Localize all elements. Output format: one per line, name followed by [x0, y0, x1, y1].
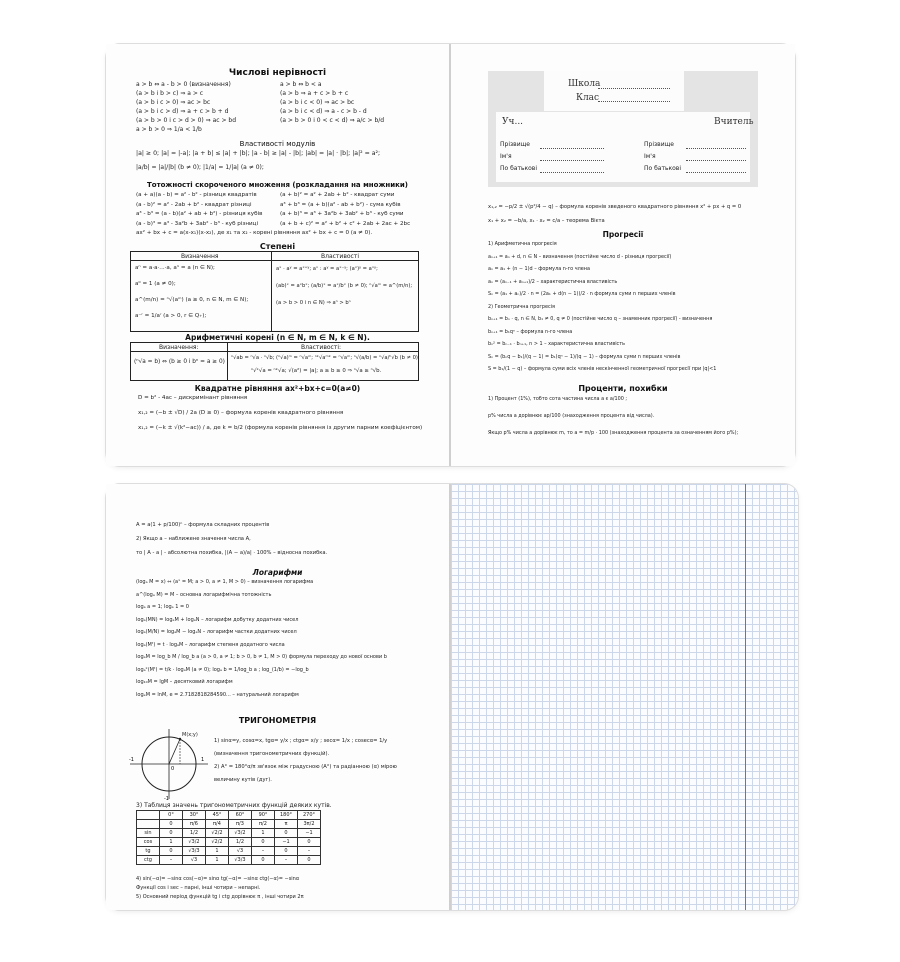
logarithm-line: logₑM = lnM, e = 2.7182818284590... – натуральний логарифм: [136, 691, 299, 698]
field-underline: [540, 172, 604, 173]
trig-table-cell: √3: [229, 847, 252, 856]
svg-text:-1: -1: [129, 757, 134, 763]
trig-table-cell: 180°: [275, 811, 298, 820]
power-property-line: (a > b > 0 і n ∈ N) ⇒ aⁿ > bⁿ: [276, 300, 351, 306]
cover-inner-left-page: [106, 44, 449, 466]
label-school: Школа: [568, 79, 601, 89]
progression-line: Sₙ = (bₙq − b₁)/(q − 1) = b₁(qⁿ − 1)/(q − 1) – формула суми n перших членів: [488, 353, 681, 360]
trig-table-cell: cos: [137, 838, 160, 847]
logarithm-line: a^(logₐ M) = M – основна логарифмічна тотожність: [136, 591, 272, 598]
trig-table-cell: 0: [160, 829, 183, 838]
powers-head-right: Властивості: [321, 253, 359, 260]
trig-table-cell: 270°: [298, 811, 321, 820]
trig-table-cell: 3π/2: [298, 820, 321, 829]
trig-note-line: Функції cos і sec – парні, інші чотири – непарні.: [136, 885, 261, 891]
red-margin-line: [745, 484, 746, 910]
trig-table-cell: π/3: [229, 820, 252, 829]
trig-table-cell: √3/2: [183, 838, 206, 847]
logarithm-line: logₐ(MN) = logₐM + logₐN – логарифм добутку додатних чисел: [136, 616, 299, 623]
trigonometry-line: (визначення тригонометричних функцій).: [214, 751, 330, 757]
trig-table-cell: 0: [252, 856, 275, 865]
progression-line: 1) Арифметична прогресія: [488, 241, 557, 247]
percent-title: Проценти, похибки: [578, 384, 668, 393]
percent-line: p% числа a дорівнює ap/100 (знаходження процента від числа).: [488, 413, 655, 419]
multiplication-title: Тотожності скороченого множення (розкладання на множники): [146, 181, 409, 189]
trig-table-cell: √2/2: [206, 838, 229, 847]
trig-table-cell: √3/2: [229, 829, 252, 838]
trig-table-row: [137, 847, 321, 856]
trig-table-row: [137, 838, 321, 847]
field-underline: [686, 172, 746, 173]
trig-table-cell: π: [275, 820, 298, 829]
inequality-line: (a > b і b > c) ⇒ a > c: [136, 90, 204, 97]
roots-title: Арифметичні корені (n ∈ N, m ∈ N, k ∈ N).: [185, 333, 370, 342]
percent-line: 1) Процент (1%), тобто сота частина числа a є a/100 ;: [488, 396, 628, 402]
roots-head-left: Визначення:: [159, 344, 199, 351]
identity-line: ax² + bx + c = a(x-x₁)(x-x₂), де x₁ та x₂ - корені рівняння ax² + bx + c = 0 (a ≠ 0).: [136, 230, 373, 236]
vieta-line: x₁,₂ = −p/2 ± √(p²/4 − q) – формула коренів зведеного квадратного рівняння x² + px + q = 0: [488, 204, 742, 210]
cover-inner-right-page: [451, 44, 795, 466]
identity-line: a³ - b³ = (a - b)(a² + ab + b²) - різниця кубів: [136, 211, 263, 217]
teacher-field-label: По батькові: [644, 165, 681, 172]
trig-table-cell: –: [252, 847, 275, 856]
trig-table-cell: π/6: [183, 820, 206, 829]
field-underline: [540, 160, 604, 161]
identity-line: (a - b)³ = a³ - 3a²b + 3ab² - b³ - куб різниці: [136, 220, 259, 227]
logarithm-line: logₐM = log_b M / log_b a (a > 0, a ≠ 1; b > 0, b ≠ 1, M > 0) формула переходу до нової основи b: [136, 654, 387, 660]
trig-table-cell: 1: [206, 856, 229, 865]
trig-table-row: [137, 811, 321, 820]
roots-table: [130, 342, 419, 381]
identity-line: (a + b)³ = a³ + 3a²b + 3ab² + b³ - куб суми: [280, 211, 404, 217]
student-field-label: Прізвище: [500, 141, 530, 148]
inequality-line: (a > b і c > d) ⇒ a + c > b + d: [136, 108, 229, 115]
trig-table-cell: √2/2: [206, 829, 229, 838]
logarithm-line: (logₐ M = x) ⇔ (aˣ = M; a > 0, a ≠ 1, M > 0) – визначення логарифма: [136, 579, 314, 585]
trig-table-cell: √3: [183, 856, 206, 865]
formula-line: 2) Якщо a – наближене значення числа A,: [136, 536, 251, 542]
logarithm-line: logₐ a = 1; logₐ 1 = 0: [136, 604, 189, 610]
modules-line-2: |a/b| = |a|/|b| (b ≠ 0); |1/a| = 1/|a| (a ≠ 0);: [136, 164, 264, 171]
power-definition-line: a⁻ʳ = 1/aʳ (a > 0, r ∈ Q₊);: [135, 313, 207, 319]
roots-properties-2: ⁿ√ᵏ√a = ⁿᵏ√a; √(a²) = |a|; a ≥ b ≥ 0 ⇒ ⁿ√a ≥ ⁿ√b.: [251, 368, 382, 374]
notebook-top-spread: [106, 44, 795, 466]
trig-table-cell: ctg: [137, 856, 160, 865]
trig-table-cell: 0: [275, 847, 298, 856]
identity-line: (a - b)² = a² - 2ab + b² - квадрат різниці: [136, 201, 252, 208]
trigonometry-line: 2) A° = 180°α/π зв'язок між градусною (A°) та радіанною (α) мірою: [214, 764, 397, 770]
progression-line: Sₙ = (a₁ + aₙ)/2 · n = (2a₁ + d(n − 1))/2 · n формула суми n перших членів: [488, 291, 676, 297]
powers-head-left: Визначення: [181, 253, 219, 260]
cover-back-left-page: [106, 484, 449, 910]
inequality-line: a > b ⇔ b < a: [280, 81, 322, 88]
trig-table-cell: 0: [160, 820, 183, 829]
graph-paper-page: [451, 484, 798, 910]
trig-table-row: [137, 829, 321, 838]
progression-line: aₙ = (aₙ₋₁ + aₙ₊₁)/2 – характеристична властивість: [488, 278, 618, 285]
progression-line: bₙ₊₁ = bₙ · q, n ∈ N, b₁ ≠ 0, q ≠ 0 (постійне число q – знаменник прогресії) - визначення: [488, 316, 713, 322]
trig-table-cell: −1: [275, 838, 298, 847]
field-underline: [686, 160, 746, 161]
student-field-label: Ім'я: [500, 153, 512, 160]
modules-line-1: |a| ≥ 0; |a| = |-a|; |a + b| ≤ |a| + |b|; |a - b| ≥ |a| - |b|; |ab| = |a| · |b|; |a|² = a²;: [136, 150, 381, 157]
logarithm-line: logₐ(Mᵗ) = t · logₐM – логарифм степеня додатного числа: [136, 641, 285, 648]
trig-table-cell: π/2: [252, 820, 275, 829]
trig-table-cell: 45°: [206, 811, 229, 820]
trigonometry-line: величину кутів (дуг).: [214, 777, 272, 783]
trig-table-cell: √3/3: [229, 856, 252, 865]
roots-properties-1: ⁿ√ab = ⁿ√a · ⁿ√b; (ⁿ√a)ᵐ = ⁿ√aᵐ; ⁿᵏ√aᵐᵏ = ⁿ√aᵐ; ⁿ√(a/b) = ⁿ√a/ⁿ√b (b ≠ 0);: [231, 355, 420, 361]
student-field-label: По батькові: [500, 165, 537, 172]
notebook-bottom-spread: [106, 484, 798, 910]
inequality-line: a > b > 0 ⇒ 1/a < 1/b: [136, 126, 202, 133]
inequality-line: (a > b ⇒ a + c > b + c: [280, 90, 349, 97]
trig-table-cell: sin: [137, 829, 160, 838]
trig-table-cell: 60°: [229, 811, 252, 820]
trigonometry-title: ТРИГОНОМЕТРІЯ: [238, 716, 317, 725]
trig-table-cell: 30°: [183, 811, 206, 820]
progression-line: bₙ₊₁ = b₁qⁿ – формула n-го члена: [488, 328, 573, 335]
teacher-field-label: Прізвище: [644, 141, 674, 148]
trig-table-cell: 1/2: [183, 829, 206, 838]
progression-line: 2) Геометрична прогресія: [488, 303, 555, 310]
trig-table-row: [137, 856, 321, 865]
trig-table-cell: 0: [298, 838, 321, 847]
unit-circle-point-label: M(x;y): [182, 732, 198, 738]
identity-line: (a + b)² = a² + 2ab + b² - квадрат суми: [280, 192, 395, 198]
trig-table-cell: [137, 820, 160, 829]
progression-line: aₙ₊₁ = aₙ + d, n ∈ N – визначення (постійне число d - різниця прогресії): [488, 253, 672, 260]
logarithm-line: logₐᵏ(Mᵗ) = t/k · logₐM (a ≠ 0); logₐ b = 1/log_b a ; log_(1/b) = −log_b: [136, 666, 309, 673]
progressions-title: Прогресії: [602, 230, 644, 239]
power-property-line: (ab)ˣ = aˣbˣ; (a/b)ˣ = aˣ/bˣ (b ≠ 0); ⁿ√aᵐ = a^(m/n);: [276, 283, 413, 289]
quadratic-title: Квадратне рівняння ax²+bx+c=0(a≠0): [194, 384, 361, 393]
progression-line: aₙ = a₁ + (n − 1)d – формула n-го члена: [488, 266, 590, 272]
power-definition-line: a⁰ = 1 (a ≠ 0);: [135, 281, 176, 287]
formula-line: A = a(1 + p/100)ⁿ – формула складних процентів: [136, 522, 270, 528]
trig-table-cell: 90°: [252, 811, 275, 820]
identity-line: (a + b + c)² = a² + b² + c² + 2ab + 2ac + 2bc: [280, 220, 411, 227]
svg-text:0: 0: [171, 766, 175, 772]
trig-table-cell: 1: [252, 829, 275, 838]
trig-note-line: 4) sin(−α)= −sinα cos(−α)= sinα tg(−α)= −sinα ctg(−α)= −sinα: [136, 876, 300, 882]
trig-table-cell: 1/2: [229, 838, 252, 847]
roots-definition: (ⁿ√a = b) ⇔ (b ≥ 0 і bⁿ = a ≥ 0): [134, 359, 225, 365]
inequality-line: (a > b і c < d) ⇒ a - c > b - d: [280, 108, 367, 115]
trig-table-cell: [137, 811, 160, 820]
trig-table-cell: 0: [252, 838, 275, 847]
quadratic-line: x₁,₂ = (−k ± √(k²−ac)) / a, де k = b/2 (формула коренів рівняння із другим парним коефіцієнтом): [138, 425, 423, 431]
field-underline: [686, 148, 746, 149]
trig-table-cell: 1: [160, 838, 183, 847]
trig-table-row: [137, 820, 321, 829]
quadratic-line: x₁,₂ = (−b ± √D) / 2a (D ≥ 0) – формула коренів квадратного рівняння: [138, 410, 344, 416]
progression-line: S = b₁/(1 − q) – формула суми всіх членів нескінченної геометричної прогресії при |q|<1: [488, 366, 717, 372]
power-definition-line: aⁿ = a·a·...·a, a¹ = a (n ∈ N);: [135, 265, 215, 271]
trig-table-cell: −1: [298, 829, 321, 838]
quadratic-line: D = b² - 4ac – дискримінант рівняння: [138, 395, 248, 401]
cover-label-block: [488, 71, 758, 187]
svg-text:-1: -1: [164, 796, 169, 801]
trig-table-title: 3) Таблиця значень тригонометричних функцій деяких кутів.: [136, 802, 332, 809]
inequality-line: (a > b і c > 0) ⇒ ac > bc: [136, 99, 211, 106]
trig-table-cell: 0: [275, 829, 298, 838]
progression-line: bₙ² = bₙ₋₁ · bₙ₊₁, n > 1 – характеристична властивість: [488, 341, 625, 347]
trig-table-cell: tg: [137, 847, 160, 856]
trig-table-cell: 0: [298, 856, 321, 865]
inequalities-title: Числові нерівності: [228, 68, 327, 78]
modules-title: Властивості модулів: [239, 140, 316, 148]
roots-head-right: Властивості:: [301, 344, 342, 351]
label-student: Уч...: [502, 117, 524, 127]
trig-values-table: [136, 810, 321, 865]
trig-table-cell: 0°: [160, 811, 183, 820]
identity-line: (a + a)(a - b) = a² - b² - різниця квадратів: [136, 192, 257, 198]
trig-table-cell: π/4: [206, 820, 229, 829]
percent-line: Якщо p% числа a дорівнює m, то a = m/p · 100 (знаходження процента за означенням його p%);: [488, 430, 739, 436]
powers-table: [130, 251, 419, 332]
trig-note-line: 5) Основний період функцій tg і ctg дорівнює π , інші чотири 2π: [136, 894, 304, 900]
trig-table-cell: √3/3: [183, 847, 206, 856]
inequality-line: (a > b > 0 і 0 < c < d) ⇒ a/c > b/d: [280, 117, 385, 124]
field-underline: [540, 148, 604, 149]
trig-table-cell: 1: [206, 847, 229, 856]
vieta-line: x₁ + x₂ = −b/a, x₁ · x₂ = c/a – теорема Вієта: [488, 218, 605, 224]
inequality-line: a > b ⇔ a - b > 0 (визначення): [136, 81, 231, 88]
logarithm-line: logₐ(M/N) = logₐM − logₐN – логарифм частки додатних чисел: [136, 629, 297, 635]
trig-table-cell: –: [298, 847, 321, 856]
trig-table-cell: –: [160, 856, 183, 865]
trig-table-cell: 0: [160, 847, 183, 856]
inequality-line: (a > b > 0 і c > d > 0) ⇒ ac > bd: [136, 117, 237, 124]
teacher-field-label: Ім'я: [644, 153, 656, 160]
inequality-line: (a > b і c < 0) ⇒ ac > bc: [280, 99, 355, 106]
powers-title: Степені: [259, 242, 296, 251]
power-property-line: aˣ · aʸ = aˣ⁺ʸ; aˣ : aʸ = aˣ⁻ʸ; (aˣ)ʸ = aˣʸ;: [276, 266, 378, 272]
power-definition-line: a^(m/n) = ⁿ√(aᵐ) (a ≥ 0, n ∈ N, m ∈ N);: [135, 297, 249, 303]
svg-text:1: 1: [201, 757, 205, 763]
label-class: Клас: [576, 93, 600, 103]
formula-line: то | A - a | - абсолютна похибка, |(A − a)/a| · 100% – відносна похибка.: [136, 550, 328, 556]
identity-line: a³ + b³ = (a + b)(a² - ab + b²) - сума кубів: [280, 201, 401, 208]
logarithm-line: log₁₀M = lgM – десятковий логарифм: [136, 679, 233, 685]
trigonometry-line: 1) sinα=y, cosα=x, tgα= y/x ; ctgα= x/y ; secα= 1/x ; cosecα= 1/y: [214, 738, 388, 744]
label-teacher: Вчитель: [714, 117, 754, 127]
trig-table-cell: –: [275, 856, 298, 865]
logarithms-title: Логарифми: [252, 568, 303, 577]
